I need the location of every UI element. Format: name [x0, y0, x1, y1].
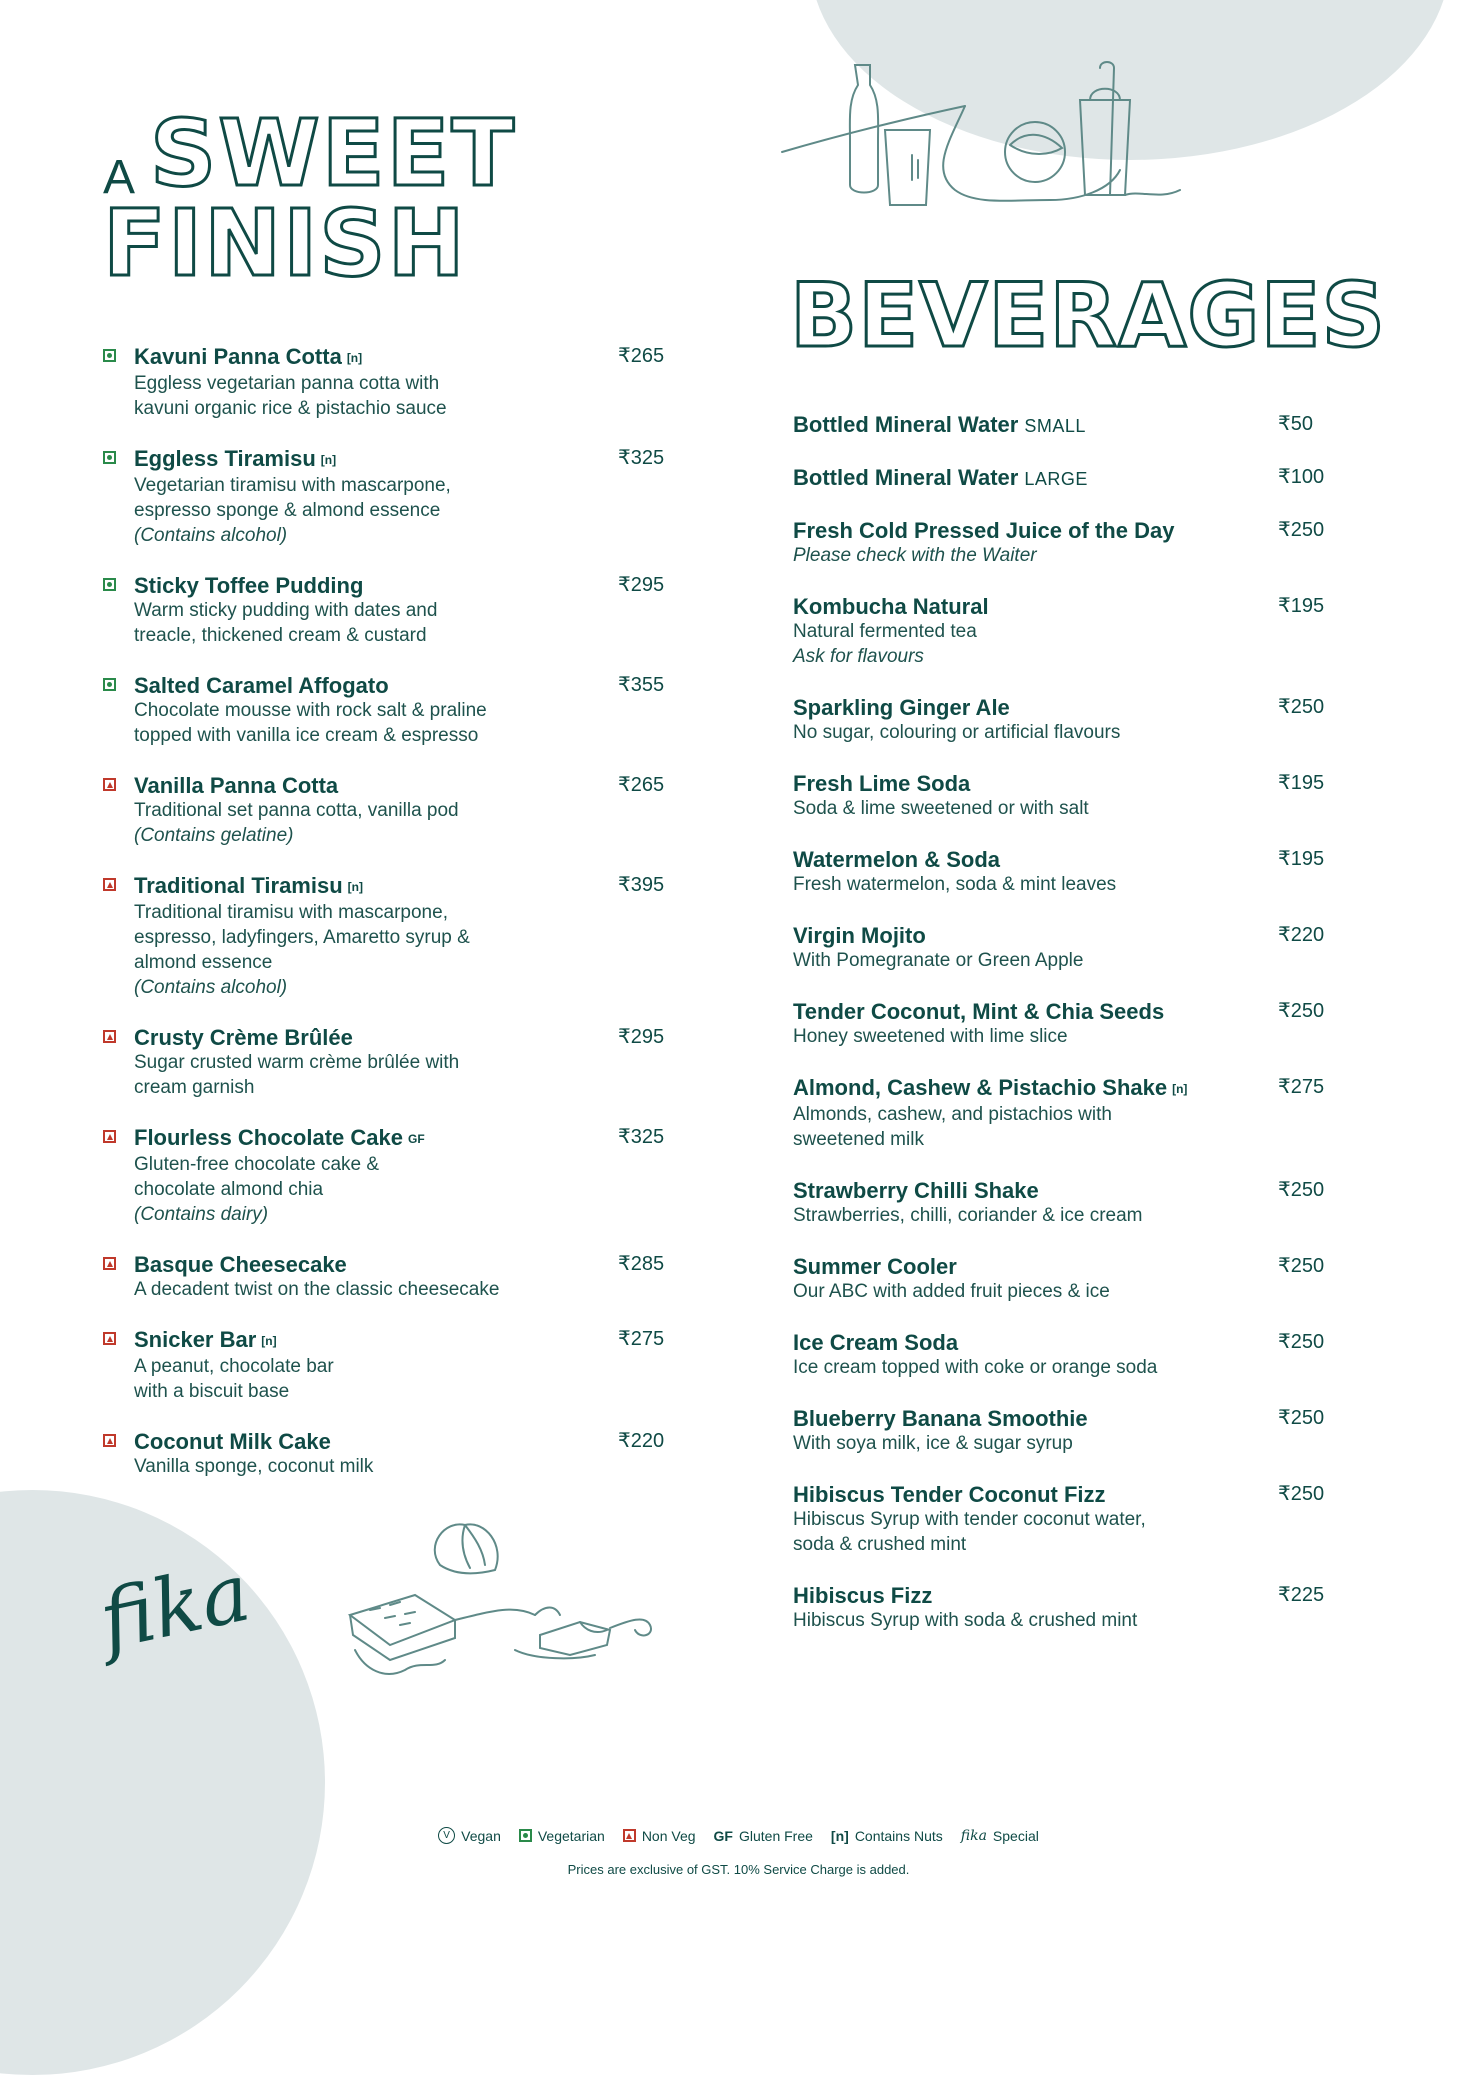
item-price: ₹250	[1278, 1331, 1325, 1353]
beverage-item	[793, 412, 1353, 439]
item-tag: [n]	[320, 453, 337, 467]
item-name: Traditional Tiramisu	[134, 873, 343, 898]
item-description: Our ABC with added fruit pieces & ice	[793, 1281, 1110, 1302]
dessert-item	[103, 1025, 683, 1100]
item-name-row	[134, 873, 683, 900]
item-name-row	[793, 847, 1353, 872]
legend-gluten-free-label: Gluten Free	[738, 1827, 813, 1844]
item-name-row	[793, 465, 1353, 492]
legend-vegan-label: Vegan	[461, 1827, 501, 1844]
vegetarian-icon	[103, 578, 116, 591]
beverage-item	[793, 594, 1353, 669]
beverage-item	[793, 847, 1353, 897]
legend-nuts	[831, 1828, 943, 1844]
item-name-row	[793, 1254, 1353, 1279]
item-name-row	[134, 1252, 683, 1277]
dessert-item	[103, 673, 683, 748]
item-note: (Contains dairy)	[134, 1204, 269, 1225]
item-note: Please check with the Waiter	[793, 545, 1037, 566]
item-description: espresso sponge & almond essence	[134, 500, 441, 521]
item-name-row	[793, 518, 1353, 543]
item-name: Hibiscus Tender Coconut Fizz	[793, 1482, 1106, 1507]
desserts-title-line1: SWEET	[150, 100, 517, 207]
item-description: A peanut, chocolate bar	[134, 1356, 334, 1377]
dessert-item	[103, 773, 683, 848]
item-name-row	[134, 344, 683, 371]
beverage-item	[793, 1330, 1353, 1380]
item-price: ₹325	[618, 447, 665, 469]
item-name-row	[793, 999, 1353, 1024]
item-price: ₹395	[618, 874, 665, 896]
item-price: ₹195	[1278, 848, 1325, 870]
item-name: Vanilla Panna Cotta	[134, 773, 339, 798]
item-name: Sparkling Ginger Ale	[793, 695, 1010, 720]
item-description: A decadent twist on the classic cheesecake	[134, 1279, 500, 1300]
item-description: Eggless vegetarian panna cotta with	[134, 373, 440, 394]
item-name: Strawberry Chilli Shake	[793, 1178, 1039, 1203]
item-tag: [n]	[261, 1334, 277, 1348]
item-size: SMALL	[1024, 416, 1086, 436]
item-price: ₹355	[618, 674, 665, 696]
item-name: Tender Coconut, Mint & Chia Seeds	[793, 999, 1165, 1024]
item-price: ₹195	[1278, 772, 1325, 794]
nonveg-icon	[103, 1332, 116, 1345]
beverage-item	[793, 1075, 1353, 1152]
dessert-item	[103, 873, 683, 1000]
item-description: with a biscuit base	[134, 1381, 290, 1402]
item-name-row	[793, 1178, 1353, 1203]
item-description: treacle, thickened cream & custard	[134, 625, 427, 646]
item-name: Eggless Tiramisu	[134, 446, 316, 471]
nonveg-icon	[103, 878, 116, 891]
item-price: ₹265	[618, 774, 665, 796]
beverage-item	[793, 1482, 1353, 1557]
item-name: Ice Cream Soda	[793, 1330, 959, 1355]
item-name: Summer Cooler	[793, 1254, 957, 1279]
item-description: almond essence	[134, 952, 273, 973]
item-price: ₹275	[1278, 1076, 1325, 1098]
item-price: ₹220	[618, 1430, 665, 1452]
vegan-icon: V	[438, 1827, 455, 1844]
dessert-item	[103, 1252, 683, 1302]
item-name-row	[134, 1327, 683, 1354]
item-name-row	[134, 446, 683, 473]
item-name-row	[793, 412, 1353, 439]
item-tag: [n]	[1172, 1082, 1188, 1096]
item-name: Fresh Cold Pressed Juice of the Day	[793, 518, 1175, 543]
item-description: Hibiscus Syrup with tender coconut water,	[793, 1509, 1146, 1530]
item-price: ₹195	[1278, 595, 1325, 617]
item-size: LARGE	[1024, 469, 1088, 489]
item-price: ₹250	[1278, 1000, 1325, 1022]
item-price: ₹265	[618, 345, 665, 367]
beverage-item	[793, 1406, 1353, 1456]
item-price: ₹250	[1278, 1179, 1325, 1201]
beverage-item	[793, 771, 1353, 821]
vegetarian-icon	[103, 451, 116, 464]
item-name: Sticky Toffee Pudding	[134, 573, 364, 598]
item-name: Coconut Milk Cake	[134, 1429, 331, 1454]
item-description: With Pomegranate or Green Apple	[793, 950, 1084, 971]
item-name: Fresh Lime Soda	[793, 771, 971, 796]
dessert-item	[103, 1429, 683, 1479]
item-name-row	[134, 773, 683, 798]
item-price: ₹295	[618, 1026, 665, 1048]
legend	[0, 1825, 1477, 1844]
legend-nuts-label: Contains Nuts	[854, 1827, 943, 1844]
item-description: Vanilla sponge, coconut milk	[134, 1456, 374, 1477]
beverage-item	[793, 1254, 1353, 1304]
item-name: Crusty Crème Brûlée	[134, 1025, 353, 1050]
item-description: Vegetarian tiramisu with mascarpone,	[134, 475, 451, 496]
item-name-row	[793, 1406, 1353, 1431]
item-name: Snicker Bar	[134, 1327, 257, 1352]
item-description: Traditional set panna cotta, vanilla pod	[134, 800, 459, 821]
legend-vegan	[438, 1827, 501, 1844]
item-note: (Contains gelatine)	[134, 825, 294, 846]
legend-special	[961, 1828, 1039, 1844]
item-description: Warm sticky pudding with dates and	[134, 600, 438, 621]
item-price: ₹225	[1278, 1584, 1325, 1606]
item-price: ₹295	[618, 574, 665, 596]
item-description: Chocolate mousse with rock salt & praline	[134, 700, 487, 721]
item-tag: [n]	[346, 351, 363, 365]
item-name: Kombucha Natural	[793, 594, 989, 619]
item-price: ₹220	[1278, 924, 1325, 946]
beverage-item	[793, 518, 1353, 568]
item-name: Hibiscus Fizz	[793, 1583, 933, 1608]
desserts-title-line2: FINISH	[103, 190, 467, 297]
legend-special-label: Special	[992, 1827, 1039, 1844]
item-note: Ask for flavours	[793, 646, 924, 667]
gluten-free-abbr: GF	[713, 1827, 733, 1844]
dessert-item	[103, 344, 683, 421]
nonveg-icon	[103, 778, 116, 791]
item-description: Fresh watermelon, soda & mint leaves	[793, 874, 1117, 895]
beverages-title: BEVERAGES	[790, 264, 1386, 367]
item-name-row	[134, 573, 683, 598]
beverages-list	[793, 412, 1353, 1659]
item-price: ₹250	[1278, 1407, 1325, 1429]
desserts-list	[103, 344, 683, 1504]
item-name-row	[793, 923, 1353, 948]
item-name: Flourless Chocolate Cake	[134, 1125, 403, 1150]
item-description: With soya milk, ice & sugar syrup	[793, 1433, 1073, 1454]
beverage-item	[793, 1178, 1353, 1228]
dessert-illustration	[345, 1510, 675, 1690]
item-name: Basque Cheesecake	[134, 1252, 347, 1277]
nonveg-icon	[103, 1257, 116, 1270]
beverage-item	[793, 923, 1353, 973]
legend-nonveg-label: Non Veg	[641, 1827, 696, 1844]
item-name-row	[793, 1482, 1353, 1507]
item-name-row	[793, 771, 1353, 796]
item-name: Virgin Mojito	[793, 923, 926, 948]
beverage-item	[793, 1583, 1353, 1633]
item-name-row	[134, 1429, 683, 1454]
fika-special-icon: fika	[960, 1827, 987, 1844]
dessert-item	[103, 1125, 683, 1227]
nuts-abbr: [n]	[830, 1827, 849, 1844]
item-description: No sugar, colouring or artificial flavours	[793, 722, 1121, 743]
item-name-row	[793, 1583, 1353, 1608]
item-description: sweetened milk	[793, 1129, 924, 1150]
legend-nonveg	[623, 1828, 696, 1844]
nonveg-icon	[103, 1434, 116, 1447]
item-description: cream garnish	[134, 1077, 255, 1098]
nonveg-icon	[103, 1030, 116, 1043]
item-price: ₹285	[618, 1253, 665, 1275]
dessert-item	[103, 446, 683, 548]
item-price: ₹325	[618, 1126, 665, 1148]
item-tag: [n]	[347, 880, 363, 894]
item-name: Almond, Cashew & Pistachio Shake	[793, 1075, 1168, 1100]
item-price: ₹250	[1278, 1255, 1325, 1277]
item-description: kavuni organic rice & pistachio sauce	[134, 398, 447, 419]
item-name-row	[793, 1075, 1353, 1102]
item-note: (Contains alcohol)	[134, 525, 288, 546]
item-name-row	[793, 594, 1353, 619]
beverage-item	[793, 999, 1353, 1049]
beverage-item	[793, 695, 1353, 745]
item-description: Ice cream topped with coke or orange soda	[793, 1357, 1158, 1378]
item-description: Hibiscus Syrup with soda & crushed mint	[793, 1610, 1138, 1631]
item-name: Blueberry Banana Smoothie	[793, 1406, 1088, 1431]
legend-gluten-free	[714, 1828, 813, 1844]
legend-vegetarian-label: Vegetarian	[537, 1827, 605, 1844]
item-note: (Contains alcohol)	[134, 977, 288, 998]
item-price: ₹250	[1278, 1483, 1325, 1505]
item-name-row	[134, 1025, 683, 1050]
item-description: espresso, ladyfingers, Amaretto syrup &	[134, 927, 470, 948]
item-name: Salted Caramel Affogato	[134, 673, 389, 698]
item-name-row	[134, 673, 683, 698]
item-price: ₹100	[1278, 466, 1325, 488]
item-name-row	[134, 1125, 683, 1152]
vegetarian-icon	[519, 1829, 532, 1842]
item-description: Strawberries, chilli, coriander & ice cream	[793, 1205, 1143, 1226]
item-description: Sugar crusted warm crème brûlée with	[134, 1052, 460, 1073]
desserts-title-prefix: A	[103, 151, 136, 204]
item-name: Bottled Mineral Water	[793, 412, 1019, 437]
dessert-item	[103, 573, 683, 648]
legend-vegetarian	[519, 1828, 605, 1844]
vegetarian-icon	[103, 349, 116, 362]
item-name-row	[793, 695, 1353, 720]
item-price: ₹250	[1278, 519, 1325, 541]
pricing-note: Prices are exclusive of GST. 10% Service Charge is added.	[567, 1862, 910, 1877]
item-name: Bottled Mineral Water	[793, 465, 1019, 490]
item-name: Kavuni Panna Cotta	[134, 344, 342, 369]
item-description: chocolate almond chia	[134, 1179, 324, 1200]
item-description: Honey sweetened with lime slice	[793, 1026, 1068, 1047]
fika-logo: fika	[91, 1545, 258, 1668]
item-price: ₹275	[618, 1328, 665, 1350]
beverage-illustration	[780, 60, 1200, 220]
item-description: Almonds, cashew, and pistachios with	[793, 1104, 1112, 1125]
item-description: Natural fermented tea	[793, 621, 977, 642]
beverage-item	[793, 465, 1353, 492]
vegetarian-icon	[103, 678, 116, 691]
dessert-item	[103, 1327, 683, 1404]
item-name-row	[793, 1330, 1353, 1355]
nonveg-icon	[103, 1130, 116, 1143]
item-price: ₹50	[1278, 413, 1313, 435]
item-description: soda & crushed mint	[793, 1534, 967, 1555]
nonveg-icon	[623, 1829, 636, 1842]
item-description: Traditional tiramisu with mascarpone,	[134, 902, 448, 923]
item-price: ₹250	[1278, 696, 1325, 718]
item-description: Soda & lime sweetened or with salt	[793, 798, 1089, 819]
item-name: Watermelon & Soda	[793, 847, 1000, 872]
item-tag: GF	[407, 1132, 425, 1146]
item-description: Gluten-free chocolate cake &	[134, 1154, 380, 1175]
item-description: topped with vanilla ice cream & espresso	[134, 725, 479, 746]
